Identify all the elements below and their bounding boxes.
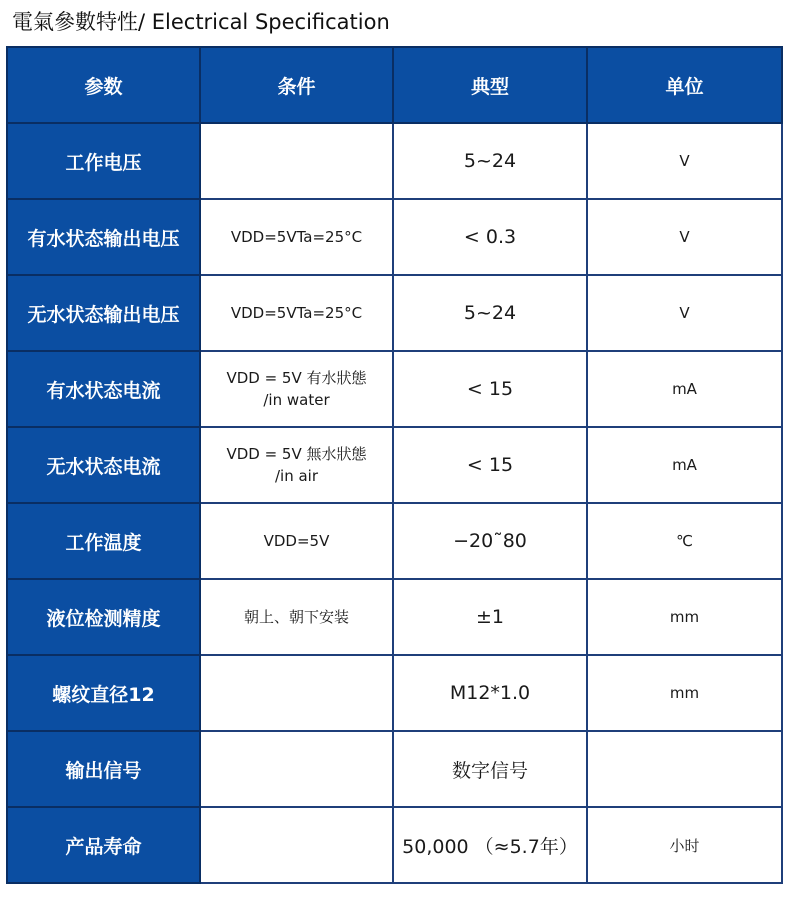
typical-cell: < 15 [393, 351, 587, 427]
unit-cell: 小时 [587, 807, 782, 883]
param-cell: 有水状态电流 [7, 351, 200, 427]
typical-cell: −20˜80 [393, 503, 587, 579]
unit-cell: V [587, 123, 782, 199]
condition-text: VDD=5V [263, 532, 330, 550]
typical-cell: < 15 [393, 427, 587, 503]
condition-text: VDD = 5V 有水狀態 [226, 369, 367, 387]
condition-text: VDD=5VTa=25°C [230, 304, 363, 322]
header-unit: 单位 [587, 47, 782, 123]
param-cell: 输出信号 [7, 731, 200, 807]
typical-cell: 数字信号 [393, 731, 587, 807]
spec-table [6, 46, 783, 884]
param-cell: 无水状态输出电压 [7, 275, 200, 351]
condition-text: VDD=5VTa=25°C [230, 228, 363, 246]
typical-cell: 5~24 [393, 123, 587, 199]
condition-cell [200, 275, 393, 351]
condition-cell [200, 351, 393, 427]
condition-cell [200, 427, 393, 503]
param-cell: 螺纹直径12 [7, 655, 200, 731]
param-cell: 产品寿命 [7, 807, 200, 883]
page-title: 電氣參數特性/ Electrical Specification [12, 10, 390, 34]
unit-cell-empty [587, 731, 782, 807]
condition-cell [200, 503, 393, 579]
condition-text: /in air [274, 467, 319, 485]
unit-cell: mA [587, 351, 782, 427]
unit-cell: V [587, 275, 782, 351]
table-row [7, 579, 782, 655]
condition-cell [200, 579, 393, 655]
param-cell: 工作电压 [7, 123, 200, 199]
header-row [7, 47, 782, 123]
condition-cell-empty [200, 807, 393, 883]
condition-text: 朝上、朝下安装 [243, 608, 349, 626]
table-row [7, 503, 782, 579]
param-cell: 有水状态输出电压 [7, 199, 200, 275]
typical-cell: M12*1.0 [393, 655, 587, 731]
condition-cell-empty [200, 123, 393, 199]
table-row [7, 427, 782, 503]
typical-cell: < 0.3 [393, 199, 587, 275]
unit-cell: mm [587, 655, 782, 731]
table-row [7, 807, 782, 883]
condition-text: /in water [263, 391, 330, 409]
condition-cell [200, 199, 393, 275]
table-row [7, 199, 782, 275]
unit-cell: mm [587, 579, 782, 655]
spec-body [7, 123, 782, 883]
unit-cell: ℃ [587, 503, 782, 579]
header-condition: 条件 [200, 47, 393, 123]
param-cell: 工作温度 [7, 503, 200, 579]
unit-cell: mA [587, 427, 782, 503]
typical-cell: 5~24 [393, 275, 587, 351]
param-cell: 液位检测精度 [7, 579, 200, 655]
condition-cell-empty [200, 731, 393, 807]
condition-cell-empty [200, 655, 393, 731]
typical-cell: 50,000 （≈5.7年） [393, 807, 587, 883]
header-param: 参数 [7, 47, 200, 123]
table-row [7, 351, 782, 427]
table-row [7, 655, 782, 731]
table-row [7, 123, 782, 199]
condition-text: VDD = 5V 無水狀態 [226, 445, 367, 463]
table-row [7, 275, 782, 351]
table-row [7, 731, 782, 807]
unit-cell: V [587, 199, 782, 275]
typical-cell: ±1 [393, 579, 587, 655]
header-typical: 典型 [393, 47, 587, 123]
param-cell: 无水状态电流 [7, 427, 200, 503]
